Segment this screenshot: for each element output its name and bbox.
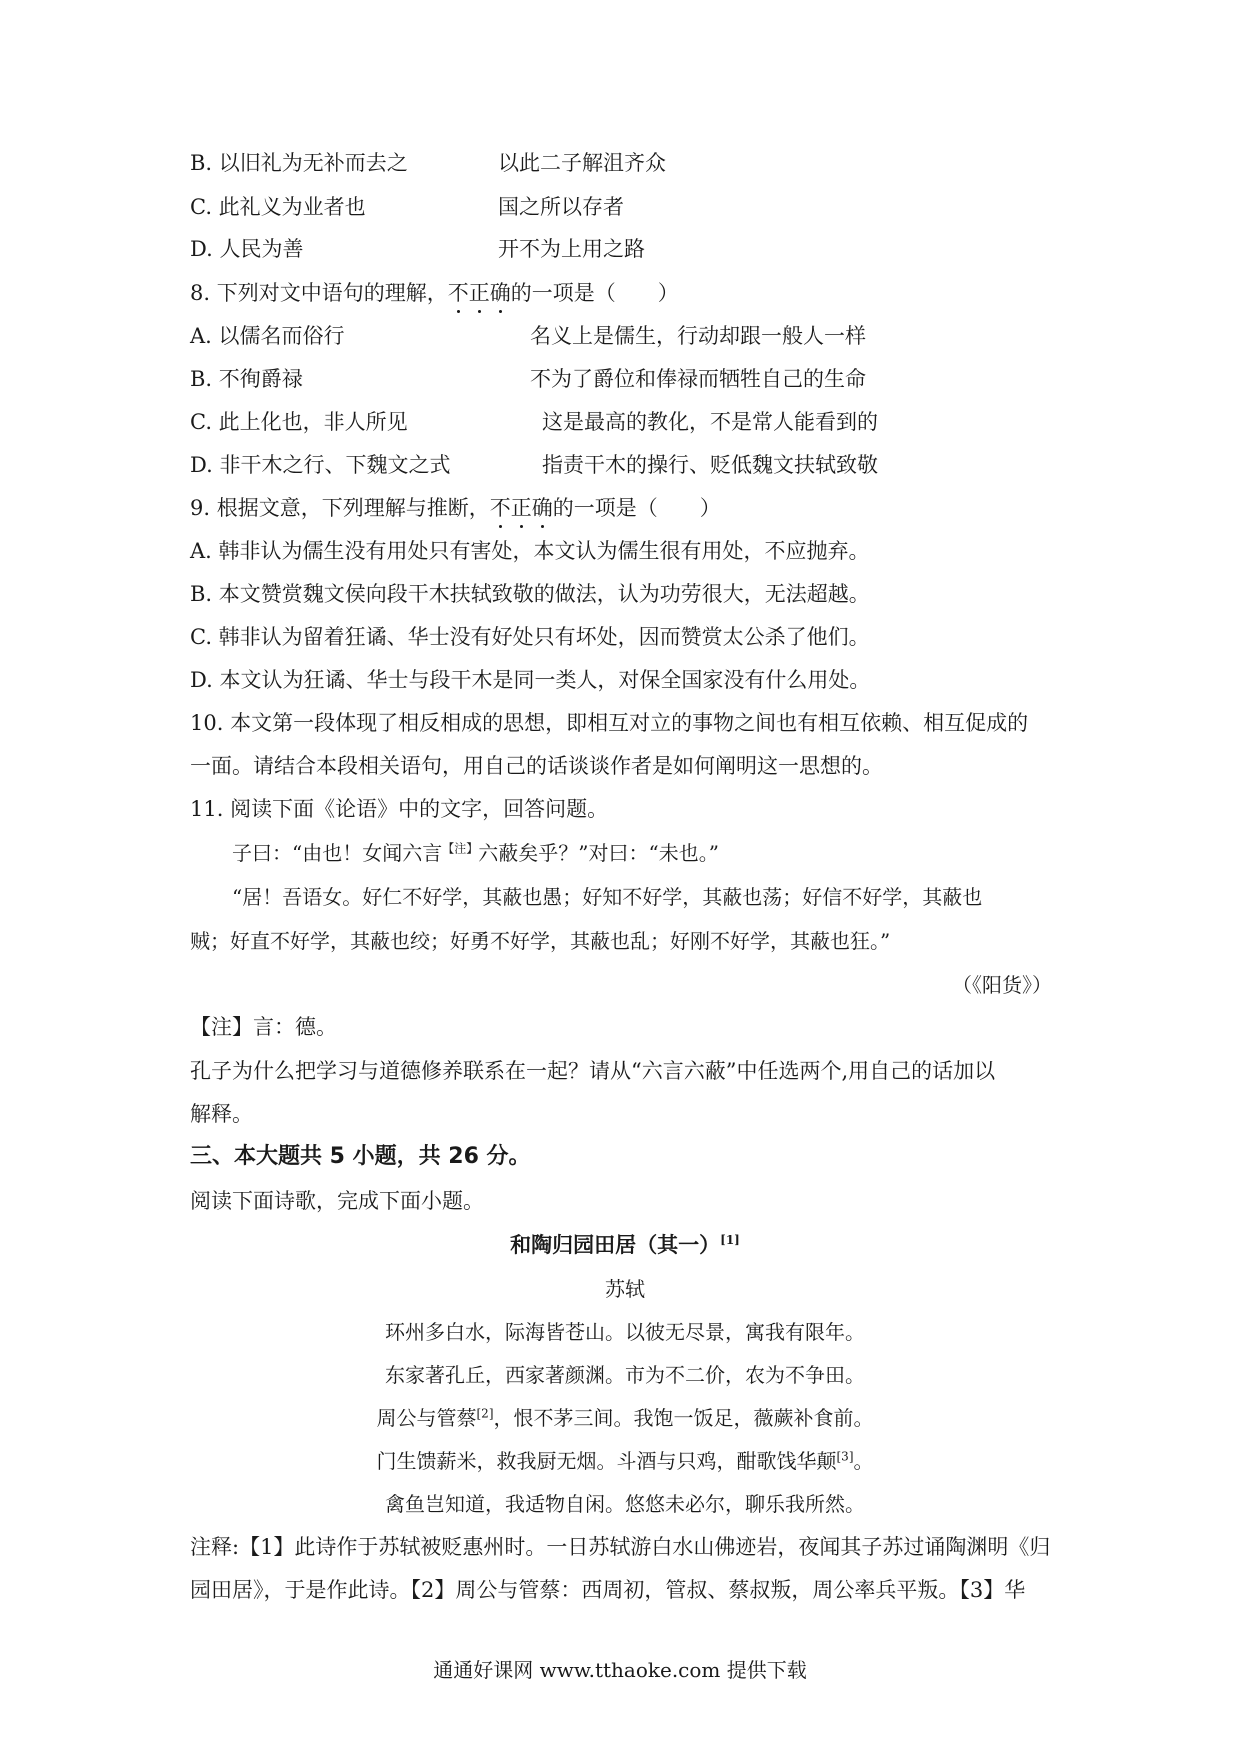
q11-note: 【注】言：德。 [190, 1015, 337, 1039]
annotation-line2: 园田居》，于是作此诗。【2】周公与管蔡：西周初，管叔、蔡叔叛，周公率兵平叛。【3】华 [190, 1578, 1026, 1602]
poem-line-2: 东家著孔丘，西家著颜渊。市为不二价，农为不争田。 [385, 1363, 865, 1387]
option-d-left: D. 人民为善 [190, 237, 304, 261]
section-3-heading: 三、本大题共 5 小题，共 26 分。 [190, 1144, 531, 1169]
q11-question-line1: 孔子为什么把学习与道德修养联系在一起？请从“六言六蔽”中任选两个,用自己的话加以 [190, 1059, 996, 1083]
poem-author: 苏轼 [605, 1277, 645, 1301]
q8-option-d-left: D. 非干木之行、下魏文之式 [190, 453, 451, 477]
q8-option-c-left: C. 此上化也，非人所见 [190, 410, 408, 434]
poem-line-3: 周公与管蔡[2]，恨不茅三间。我饱一饭足，薇蕨补食前。 [376, 1406, 874, 1430]
option-c-right: 国之所以存者 [498, 195, 624, 219]
question-9-stem: 9. 根据文意，下列理解与推断，不正确的一项是（ ） [190, 493, 721, 523]
poem-title: 和陶归园田居（其一）[1] [510, 1232, 740, 1257]
poem-line-5: 禽鱼岂知道，我适物自闲。悠悠未必尔，聊乐我所然。 [385, 1492, 865, 1516]
q9-option-c: C. 韩非认为留着狂谲、华士没有好处只有坏处，因而赞赏太公杀了他们。 [190, 625, 870, 649]
question-8-stem: 8. 下列对文中语句的理解，不正确的一项是（ ） [190, 278, 679, 308]
poem-line-1: 环州多白水，际海皆苍山。以彼无尽景，寓我有限年。 [385, 1320, 865, 1344]
q8-option-d-right: 指责干木的操行、贬低魏文扶轼致敬 [542, 453, 878, 477]
q9-option-d: D. 本文认为狂谲、华士与段干木是同一类人，对保全国家没有什么用处。 [190, 668, 871, 692]
option-b-right: 以此二子解沮齐众 [498, 151, 666, 175]
q8-option-a-left: A. 以儒名而俗行 [190, 324, 345, 348]
annotation-line1: 注释:【1】此诗作于苏轼被贬惠州时。一日苏轼游白水山佛迹岩，夜闻其子苏过诵陶渊明《归 [190, 1535, 1051, 1559]
option-d-right: 开不为上用之路 [498, 237, 645, 261]
q11-question-line2: 解释。 [190, 1102, 253, 1126]
question-11-stem: 11. 阅读下面《论语》中的文字，回答问题。 [190, 797, 609, 821]
q11-quote-2-line1: “居！吾语女。好仁不好学，其蔽也愚；好知不好学，其蔽也荡；好信不好学，其蔽也 [232, 885, 983, 909]
q11-quote-2-line2: 贼；好直不好学，其蔽也绞；好勇不好学，其蔽也乱；好刚不好学，其蔽也狂。” [190, 929, 891, 953]
q8-option-c-right: 这是最高的教化，不是常人能看到的 [542, 410, 878, 434]
q8-option-b-right: 不为了爵位和俸禄而牺牲自己的生命 [530, 367, 866, 391]
q8-option-b-left: B. 不徇爵禄 [190, 367, 303, 391]
q11-source: （《阳货》） [952, 973, 1052, 997]
page-footer: 通通好课网 www.tthaoke.com 提供下载 [433, 1658, 807, 1682]
section-3-intro: 阅读下面诗歌，完成下面小题。 [190, 1189, 484, 1213]
option-c-left: C. 此礼义为业者也 [190, 195, 366, 219]
q11-quote-1: 子曰：“由也！女闻六言$^{【注】}$六蔽矣乎？”对曰：“未也。” [232, 841, 719, 865]
q9-option-b: B. 本文赞赏魏文侯向段干木扶轼致敬的做法，认为功劳很大，无法超越。 [190, 582, 870, 606]
question-10-line1: 10. 本文第一段体现了相反相成的思想，即相互对立的事物之间也有相互依赖、相互促成的 [190, 711, 1029, 735]
question-10-line2: 一面。请结合本段相关语句，用自己的话谈谈作者是如何阐明这一思想的。 [190, 754, 883, 778]
q9-option-a: A. 韩非认为儒生没有用处只有害处，本文认为儒生很有用处，不应抛弃。 [190, 539, 870, 563]
poem-line-4: 门生馈薪米，救我厨无烟。斗酒与只鸡，酣歌饯华颠[3]。 [376, 1449, 874, 1473]
option-b-left: B. 以旧礼为无补而去之 [190, 151, 408, 175]
q8-option-a-right: 名义上是儒生，行动却跟一般人一样 [530, 324, 866, 348]
